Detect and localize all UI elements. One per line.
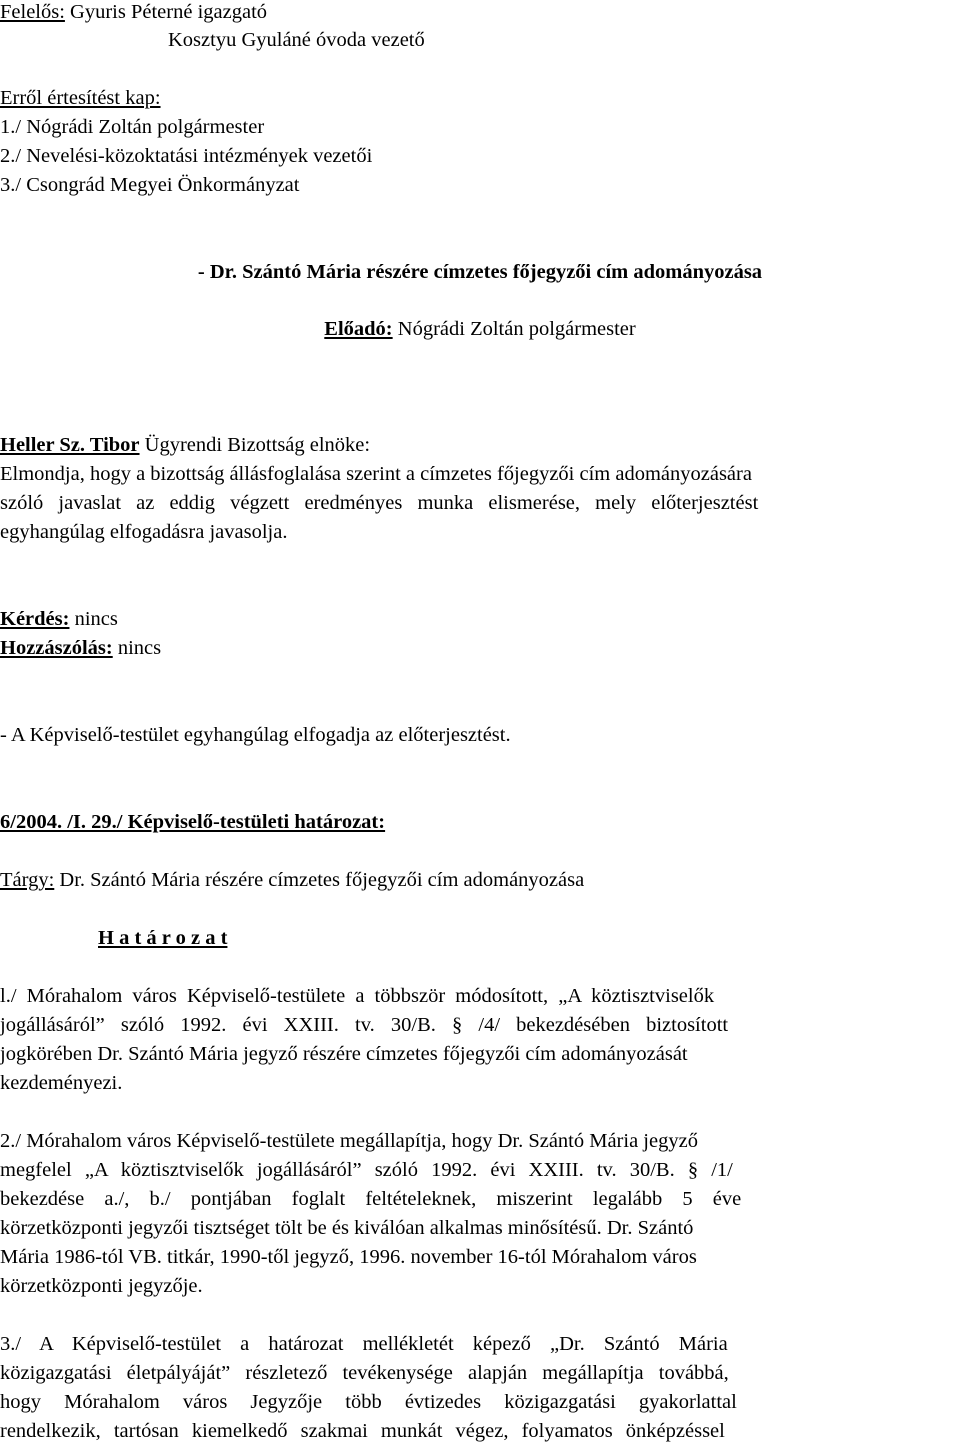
point-line: 3./ A Képviselő-testület a határozat mellékletét képező „Dr. Szántó Mária — [0, 1333, 728, 1355]
point-line: körzetközponti jegyzője. — [0, 1275, 203, 1297]
presenter-name: Nógrádi Zoltán polgármester — [397, 318, 636, 340]
outcome-line: - A Képviselő-testület egyhangúlag elfogadja az előterjesztést. — [0, 724, 511, 746]
subject-value: Dr. Szántó Mária részére címzetes főjegyzői cím adományozása — [59, 869, 585, 891]
point-line: jogállásáról” szóló 1992. évi XXIII. tv. 30/B. § /4/ bekezdésében biztosított — [0, 1014, 729, 1036]
question-line — [0, 605, 118, 634]
point-line: Mária 1986-tól VB. titkár, 1990-től jegyző, 1996. november 16-tól Mórahalom város — [0, 1246, 697, 1268]
agenda-title: - Dr. Szántó Mária részére címzetes főjegyzői cím adományozása — [197, 261, 763, 283]
notify-item: 3./ Csongrád Megyei Önkormányzat — [0, 174, 300, 196]
point-line: kezdeményezi. — [0, 1072, 123, 1094]
point-line: rendelkezik, tartósan kiemelkedő szakmai munkát végez, folyamatos önképzéssel — [0, 1420, 725, 1442]
speaker-role: Ügyrendi Bizottság elnöke: — [144, 434, 371, 456]
speech-line: egyhangúlag elfogadásra javasolja. — [0, 521, 288, 543]
speaker-name: Heller Sz. Tibor — [0, 434, 140, 456]
presenter-label: Előadó: — [324, 318, 393, 340]
comment-label: Hozzászólás: — [0, 637, 113, 659]
responsible-name: Gyuris Péterné igazgató — [70, 1, 268, 23]
notify-item: 2./ Nevelési-közoktatási intézmények vezetői — [0, 145, 373, 167]
question-value: nincs — [74, 608, 118, 630]
resolution-number: 6/2004. /I. 29./ Képviselő-testületi határozat: — [0, 811, 386, 833]
notify-label: Erről értesítést kap: — [0, 87, 161, 109]
speech-line: szóló javaslat az eddig végzett eredményes munka elismerése, mely előterjesztést — [0, 492, 759, 514]
responsible-name-2: Kosztyu Gyuláné óvoda vezető — [168, 29, 425, 51]
point-line: 2./ Mórahalom város Képviselő-testülete megállapítja, hogy Dr. Szántó Mária jegyző — [0, 1130, 698, 1152]
responsible-label: Felelős: — [0, 1, 65, 23]
responsible-line — [0, 0, 267, 27]
point-line: jogkörében Dr. Szántó Mária jegyző részére címzetes főjegyzői cím adományozását — [0, 1043, 688, 1065]
question-label: Kérdés: — [0, 608, 70, 630]
comment-value: nincs — [117, 637, 162, 659]
point-line: megfelel „A köztisztviselők jogállásáról” szóló 1992. évi XXIII. tv. 30/B. § /1/ — [0, 1159, 733, 1181]
point-line: körzetközponti jegyzői tisztséget tölt be és kiválóan alkalmas minősítésű. Dr. Szántó — [0, 1217, 694, 1239]
comment-line — [0, 634, 161, 663]
notify-item: 1./ Nógrádi Zoltán polgármester — [0, 116, 265, 138]
subject-line — [0, 866, 584, 895]
subject-label: Tárgy: — [0, 869, 55, 891]
point-line: közigazgatási életpályáját” részletező tevékenysége alapján megállapítja továbbá, — [0, 1362, 729, 1384]
point-line: bekezdése a./, b./ pontjában foglalt feltételeknek, miszerint legalább 5 éve — [0, 1188, 742, 1210]
speech-line: Elmondja, hogy a bizottság állásfoglalása szerint a címzetes főjegyzői cím adományozására — [0, 463, 752, 485]
speaker-line — [0, 431, 370, 460]
resolution-heading: H a t á r o z a t — [98, 927, 228, 949]
point-line: hogy Mórahalom város Jegyzője több évtizedes közigazgatási gyakorlattal — [0, 1391, 737, 1413]
presenter-line — [0, 315, 960, 344]
point-line: l./ Mórahalom város Képviselő-testülete a többször módosított, „A köztisztviselők — [0, 985, 715, 1007]
